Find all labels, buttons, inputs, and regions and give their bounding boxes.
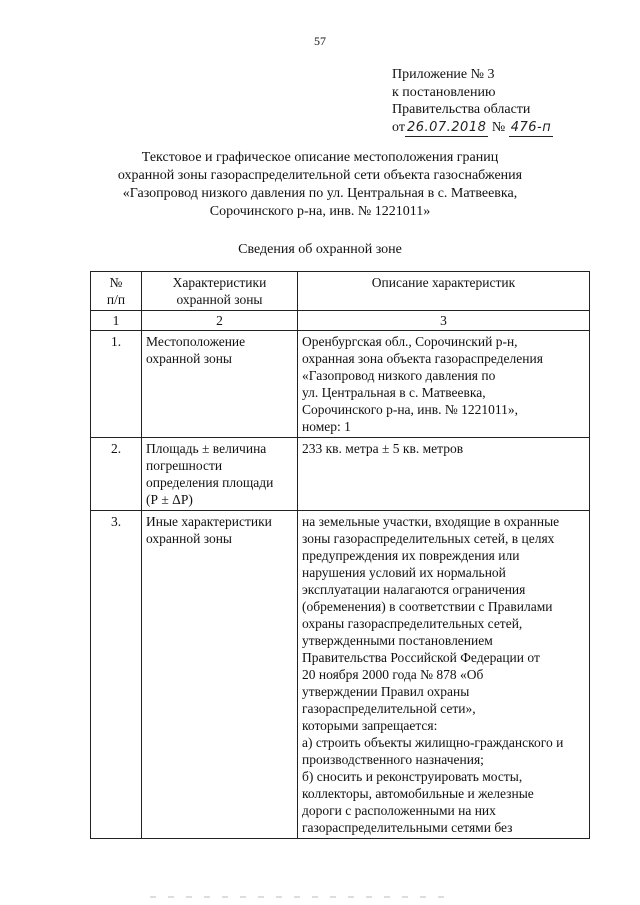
description-line: б) сносить и реконструировать мосты, xyxy=(302,769,523,784)
column-number-1: 1 xyxy=(91,311,142,331)
row-characteristic xyxy=(142,331,298,438)
row-description xyxy=(298,331,590,438)
handwritten-date: 26.07.2018 xyxy=(405,119,488,138)
appendix-line-2: к постановлению xyxy=(392,84,496,100)
column-number-2: 2 xyxy=(142,311,298,331)
row-characteristic xyxy=(142,438,298,511)
table-row xyxy=(91,331,590,438)
description-line: утверждении Правил охраны xyxy=(302,684,470,699)
page-number: 57 xyxy=(314,34,326,48)
row-number: 1. xyxy=(91,331,142,438)
description-line: зоны газораспределительных сетей, в целях xyxy=(302,531,555,546)
table-row xyxy=(91,438,590,511)
description-line: производственного назначения; xyxy=(302,752,484,767)
characteristic-line: (Р ± ΔР) xyxy=(146,492,193,507)
header-description-text: Описание характеристик xyxy=(371,275,516,290)
description-line: нарушения условий их нормальной xyxy=(302,565,506,580)
description-line: (обременения) в соответствии с Правилами xyxy=(302,599,553,614)
title-line-4: Сорочинского р-на, инв. № 1221011» xyxy=(209,204,431,219)
characteristic-line: охранной зоны xyxy=(146,531,233,546)
description-line: на земельные участки, входящие в охранные xyxy=(302,514,560,529)
row-characteristic xyxy=(142,511,298,839)
header-number-line-2: п/п xyxy=(106,292,126,307)
date-prefix: от xyxy=(392,119,405,135)
description-line: предупреждения их повреждения или xyxy=(302,548,520,563)
appendix-block xyxy=(392,66,553,137)
appendix-line-3: Правительства области xyxy=(392,102,531,117)
appendix-line-1: Приложение № 3 xyxy=(392,67,495,82)
description-line: ул. Центральная в с. Матвеевка, xyxy=(302,385,486,400)
title-line-2: охранной зоны газораспределительной сети объекта газоснабжения xyxy=(117,168,523,183)
row-description xyxy=(298,511,590,839)
table-row xyxy=(91,511,590,839)
row-number: 2. xyxy=(91,438,142,511)
description-line: 233 кв. метра ± 5 кв. метров xyxy=(302,441,464,456)
description-line: а) строить объекты жилищно-гражданского и xyxy=(302,735,564,750)
appendix-date-line xyxy=(392,119,553,138)
characteristic-line: Местоположение xyxy=(146,334,246,349)
row-description xyxy=(298,438,590,511)
characteristic-line: определения площади xyxy=(146,475,274,490)
description-line: дороги с расположенными на них xyxy=(302,803,496,818)
characteristic-line: погрешности xyxy=(146,458,223,473)
description-line: которыми запрещается: xyxy=(302,718,438,733)
header-characteristics-line-1: Характеристики xyxy=(172,275,267,290)
description-line: Оренбургская обл., Сорочинский р-н, xyxy=(302,334,518,349)
description-line: газораспределительной сети», xyxy=(302,701,476,716)
title-line-1: Текстовое и графическое описание местоположения границ xyxy=(141,150,499,165)
header-characteristics xyxy=(142,272,298,311)
description-line: коллекторы, автомобильные и железные xyxy=(302,786,534,801)
scan-artifact xyxy=(150,896,450,898)
description-line: «Газопровод низкого давления по xyxy=(302,368,496,383)
description-line: 20 ноября 2000 года № 878 «Об xyxy=(302,667,484,682)
description-line: Правительства Российской Федерации от xyxy=(302,650,540,665)
description-line: утвержденными постановлением xyxy=(302,633,493,648)
number-prefix: № xyxy=(491,119,506,135)
characteristic-line: Площадь ± величина xyxy=(146,441,267,456)
description-line: номер: 1 xyxy=(302,419,351,434)
characteristic-line: охранной зоны xyxy=(146,351,233,366)
description-line: Сорочинского р-на, инв. № 1221011», xyxy=(302,402,518,417)
description-line: газораспределительными сетями без xyxy=(302,820,513,835)
title-line-3: «Газопровод низкого давления по ул. Центральная в с. Матвеевка, xyxy=(122,186,518,201)
column-number-3: 3 xyxy=(298,311,590,331)
header-number xyxy=(91,272,142,311)
header-description xyxy=(298,272,590,311)
header-characteristics-line-2: охранной зоны xyxy=(176,292,263,307)
header-number-line-1: № xyxy=(109,275,123,290)
description-line: охранная зона объекта газораспределения xyxy=(302,351,543,366)
document-title xyxy=(90,149,550,221)
row-number: 3. xyxy=(91,511,142,839)
description-line: охраны газораспределительных сетей, xyxy=(302,616,523,631)
description-line: эксплуатации налагаются ограничения xyxy=(302,582,526,597)
section-title: Сведения об охранной зоне xyxy=(238,242,402,257)
column-number-row xyxy=(91,311,590,331)
handwritten-number: 476-п xyxy=(509,119,554,138)
protection-zone-table xyxy=(90,271,590,839)
characteristic-line: Иные характеристики xyxy=(146,514,272,529)
table-header-row xyxy=(91,272,590,311)
